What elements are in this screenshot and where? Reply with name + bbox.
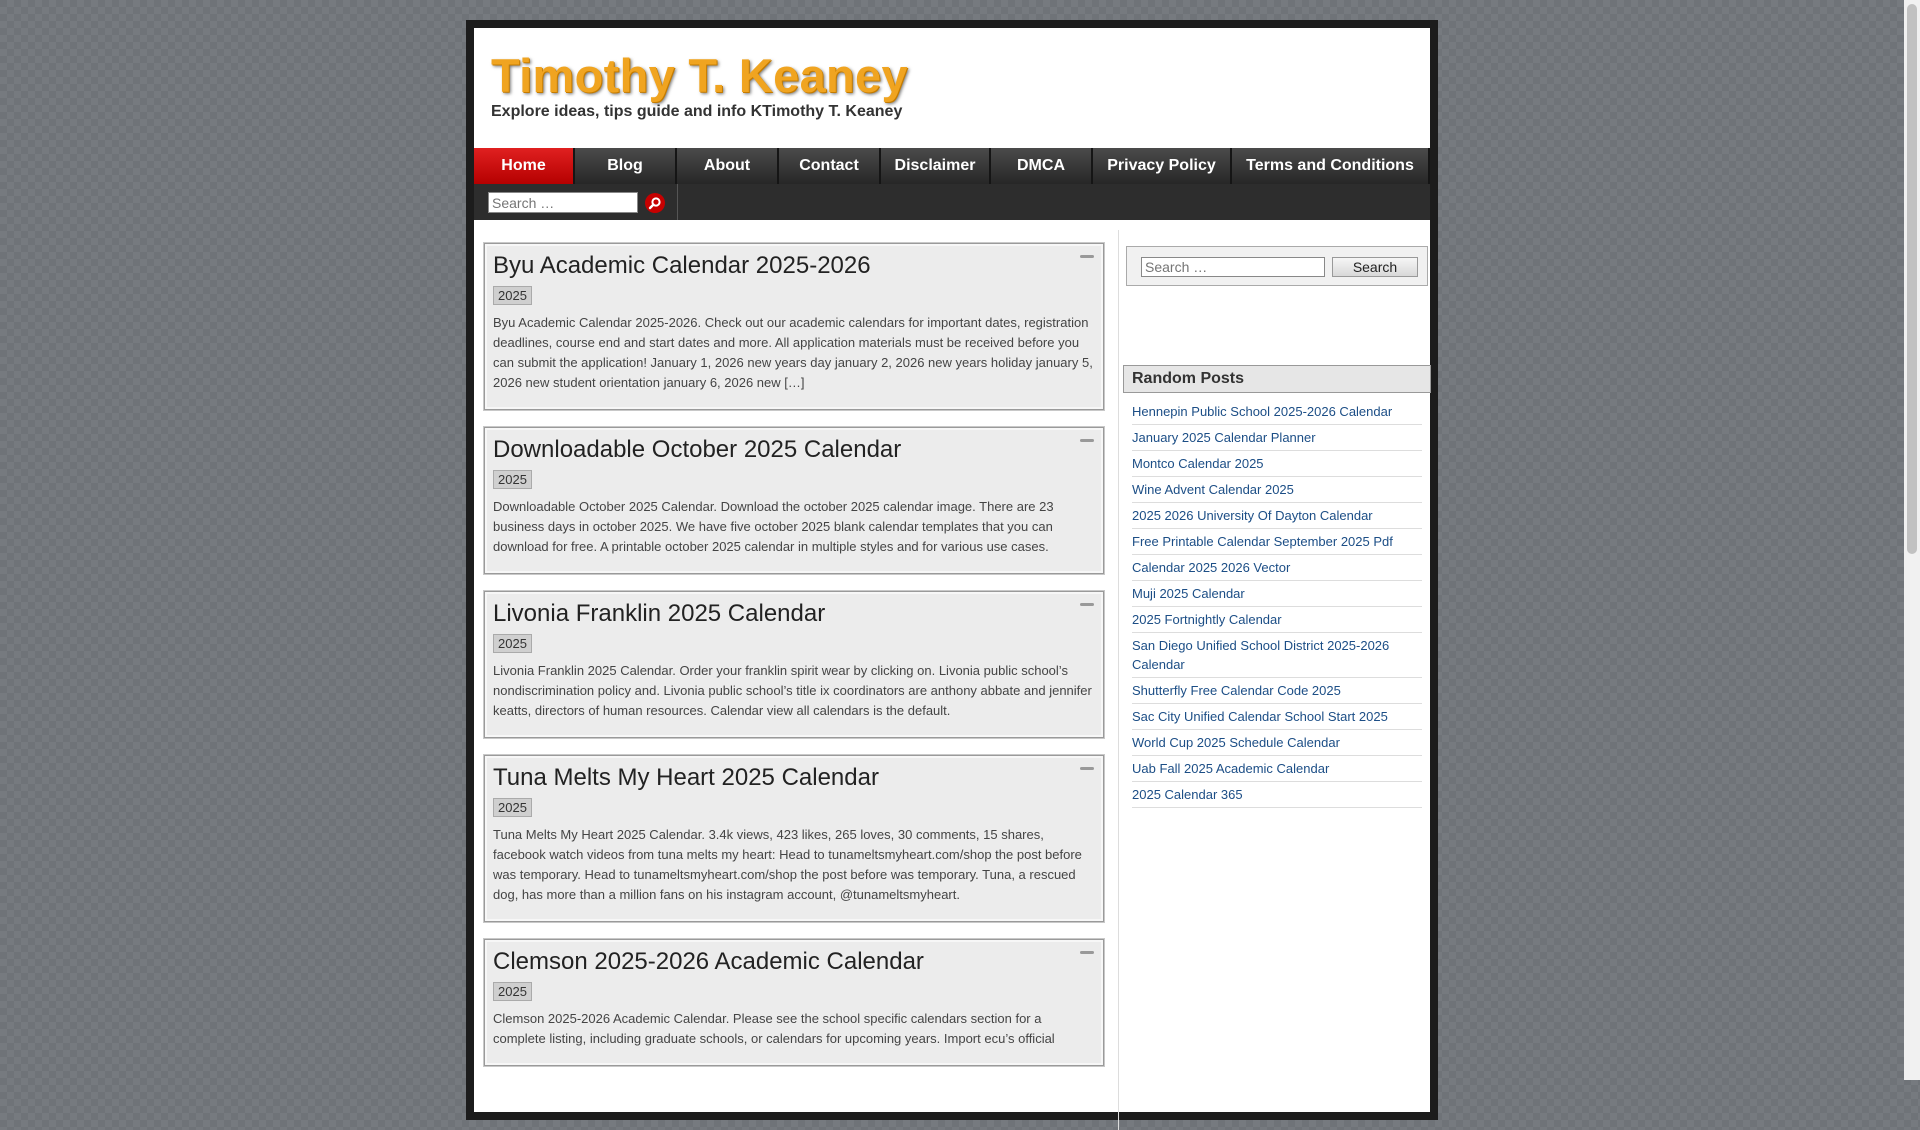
main-navigation [474, 148, 1430, 220]
nav-item-privacy-policy[interactable]: Privacy Policy [1093, 148, 1232, 184]
sidebar-search-form [1126, 246, 1428, 286]
random-post-link[interactable]: Shutterfly Free Calendar Code 2025 [1132, 678, 1422, 704]
post-excerpt: Tuna Melts My Heart 2025 Calendar. 3.4k views, 423 likes, 265 loves, 30 comments, 15 shares, facebook watch videos from tuna melts my heart: Head to tunameltsmyheart.com/shop the post before was temporary. Head to tunameltsmyheart.com/shop the post before was temporary. Tuna, a rescued dog, has more than a million fans on his instagram account, @tunameltsmyheart. [493, 827, 1082, 902]
nav-menu [474, 148, 1430, 184]
post-title[interactable]: Clemson 2025-2026 Academic Calendar [493, 948, 924, 975]
post-title[interactable]: Livonia Franklin 2025 Calendar [493, 600, 826, 627]
search-icon [648, 196, 662, 210]
nav-item-terms-and-conditions[interactable]: Terms and Conditions [1232, 148, 1430, 184]
random-post-link[interactable]: World Cup 2025 Schedule Calendar [1132, 730, 1422, 756]
post-category-tag[interactable]: 2025 [493, 470, 532, 489]
nav-item-dmca[interactable]: DMCA [991, 148, 1093, 184]
random-post-link[interactable]: Sac City Unified Calendar School Start 2025 [1132, 704, 1422, 730]
post-category-tag[interactable]: 2025 [493, 798, 532, 817]
minimize-icon [1080, 767, 1094, 770]
nav-search-form [474, 184, 678, 220]
sidebar-search-input[interactable] [1141, 257, 1325, 277]
nav-search-button[interactable] [645, 193, 665, 213]
post-item [484, 755, 1104, 922]
site-description: Explore ideas, tips guide and info KTimothy T. Keaney [491, 103, 903, 120]
page-container [474, 28, 1430, 1112]
minimize-icon [1080, 603, 1094, 606]
post-title[interactable]: Downloadable October 2025 Calendar [493, 436, 902, 463]
post-category-tag[interactable]: 2025 [493, 286, 532, 305]
random-posts-list [1132, 399, 1422, 808]
nav-item-contact[interactable]: Contact [779, 148, 881, 184]
post-excerpt: Downloadable October 2025 Calendar. Download the october 2025 calendar image. There are 23 business days in october 2025. We have five october 2025 blank calendar templates that you can download for free. A printable october 2025 calendar in multiple styles and for various use cases. [493, 499, 1054, 554]
random-post-link[interactable]: Uab Fall 2025 Academic Calendar [1132, 756, 1422, 782]
post-title[interactable]: Byu Academic Calendar 2025-2026 [493, 252, 871, 279]
sidebar-search-button[interactable]: Search [1332, 257, 1418, 277]
random-post-link[interactable]: San Diego Unified School District 2025-2026 Calendar [1132, 633, 1422, 678]
nav-item-blog[interactable]: Blog [575, 148, 677, 184]
post-excerpt: Clemson 2025-2026 Academic Calendar. Please see the school specific calendars section for a complete listing, including graduate schools, or calendars for upcoming years. Import ecu’s official [493, 1011, 1055, 1046]
post-item [484, 591, 1104, 738]
page-frame [466, 20, 1438, 1120]
sidebar [1118, 230, 1433, 1130]
nav-search-input[interactable] [488, 192, 638, 213]
minimize-icon [1080, 951, 1094, 954]
random-post-link[interactable]: Montco Calendar 2025 [1132, 451, 1422, 477]
random-post-link[interactable]: January 2025 Calendar Planner [1132, 425, 1422, 451]
random-post-link[interactable]: 2025 Fortnightly Calendar [1132, 607, 1422, 633]
post-title[interactable]: Tuna Melts My Heart 2025 Calendar [493, 764, 879, 791]
post-item [484, 427, 1104, 574]
random-post-link[interactable]: Hennepin Public School 2025-2026 Calendar [1132, 399, 1422, 425]
nav-item-disclaimer[interactable]: Disclaimer [881, 148, 991, 184]
site-header [474, 28, 1430, 148]
scrollbar-thumb[interactable] [1907, 4, 1917, 554]
post-item [484, 243, 1104, 410]
random-post-link[interactable]: 2025 2026 University Of Dayton Calendar [1132, 503, 1422, 529]
minimize-icon [1080, 255, 1094, 258]
post-category-tag[interactable]: 2025 [493, 982, 532, 1001]
page-scrollbar[interactable] [1904, 0, 1920, 1080]
nav-item-home[interactable]: Home [474, 148, 575, 184]
post-category-tag[interactable]: 2025 [493, 634, 532, 653]
random-post-link[interactable]: Muji 2025 Calendar [1132, 581, 1422, 607]
random-post-link[interactable]: Calendar 2025 2026 Vector [1132, 555, 1422, 581]
random-post-link[interactable]: Wine Advent Calendar 2025 [1132, 477, 1422, 503]
random-post-link[interactable]: Free Printable Calendar September 2025 Pdf [1132, 529, 1422, 555]
site-title[interactable]: Timothy T. Keaney [491, 49, 908, 102]
post-excerpt: Byu Academic Calendar 2025-2026. Check out our academic calendars for important dates, registration deadlines, course end and start dates and more. All application materials must be received before you can submit the application! January 1, 2026 new years day january 2, 2026 new years holiday january 5, 2026 new student orientation january 6, 2026 new […] [493, 315, 1093, 390]
random-posts-heading: Random Posts [1123, 365, 1431, 393]
nav-item-about[interactable]: About [677, 148, 779, 184]
random-post-link[interactable]: 2025 Calendar 365 [1132, 782, 1422, 808]
post-excerpt: Livonia Franklin 2025 Calendar. Order your franklin spirit wear by clicking on. Livonia public school’s nondiscrimination policy and. Livonia public school’s title ix coordinators are anthony abbate and jennifer keatts, directors of human resources. Calendar view all calendars is the default. [493, 663, 1092, 718]
minimize-icon [1080, 439, 1094, 442]
post-item [484, 939, 1104, 1066]
post-list [484, 243, 1104, 1083]
